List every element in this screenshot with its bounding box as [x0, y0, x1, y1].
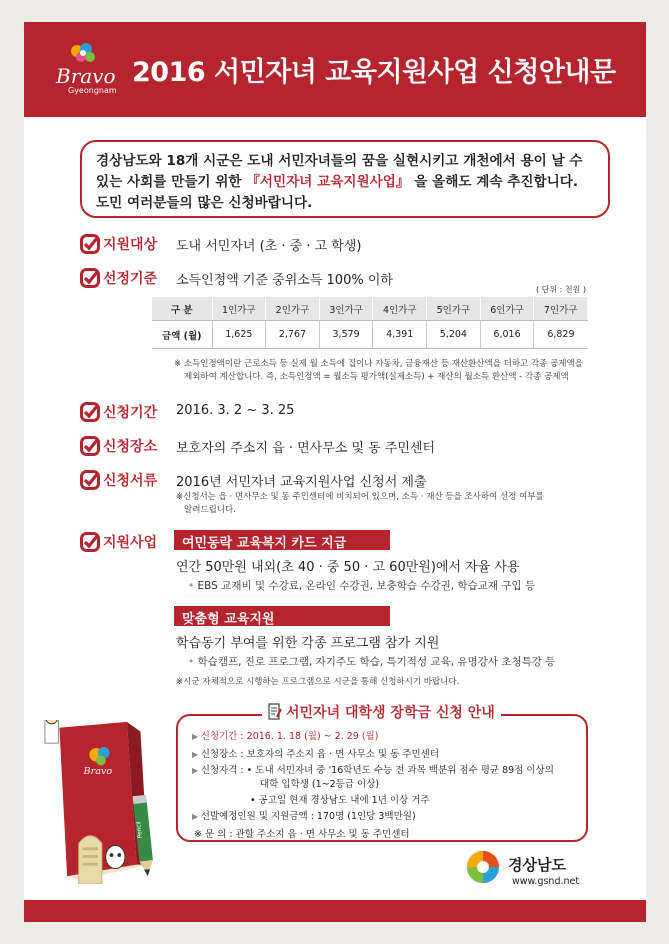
gyeongnam-logo-icon	[466, 850, 500, 884]
section-label: 지원사업	[103, 535, 158, 551]
check-icon	[80, 402, 100, 422]
section-text: 보호자의 주소지 읍 · 면사무소 및 동 주민센터	[176, 441, 436, 456]
table-cell: 3,579	[319, 321, 373, 349]
flyer-page	[24, 22, 646, 922]
check-icon	[80, 532, 100, 552]
program-2-sub	[188, 654, 555, 669]
check-icon	[80, 234, 100, 254]
table-header-cell: 5인가구	[427, 297, 481, 321]
section-text: 소득인정액 기준 중위소득 100% 이하	[176, 273, 393, 288]
pencil-label: Pencil	[136, 820, 144, 839]
triangle-bullet-icon: ▶	[192, 766, 201, 775]
table-unit: ( 단위 : 천원 )	[536, 285, 587, 294]
scholarship-count-text: 선발예정인원 및 지원금액 : 170명 (1인당 3백만원)	[200, 811, 416, 822]
book-logo-text: Bravo	[83, 766, 113, 778]
table-header-cell: 구 분	[152, 297, 212, 321]
table-cell: 2,767	[266, 321, 320, 349]
check-icon	[80, 268, 100, 288]
bullet-icon: •	[188, 580, 198, 592]
header-banner	[24, 22, 646, 117]
intro-line-2	[96, 172, 594, 193]
memo-icon	[268, 703, 282, 721]
income-note	[174, 358, 583, 384]
section-label: 선정기준	[103, 271, 158, 287]
scholarship-period	[192, 728, 378, 742]
table-cell: 4,391	[373, 321, 427, 349]
scholarship-qual-1-text: 신청자격 : • 도내 서민자녀 중 '16학년도 수능 전 과목 백분위 점수 평균 89점 이상의	[200, 765, 554, 776]
logo-text: Bravo	[56, 64, 116, 88]
section-label: 신청기간	[103, 405, 158, 421]
docs-note	[176, 491, 544, 517]
book-illustration	[38, 720, 158, 884]
program-name-highlight: 『서민자녀 교육지원사업』	[246, 174, 410, 190]
scholarship-qual-3: • 공고일 현재 경상남도 내에 1년 이상 거주	[250, 795, 430, 806]
bravo-gyeongnam-logo	[54, 40, 120, 102]
income-table	[152, 296, 588, 349]
section-label: 신청장소	[103, 439, 158, 455]
table-header-cell: 7인가구	[534, 297, 588, 321]
program-1-sub-text: EBS 교재비 및 수강료, 온라인 수강권, 보충학습 수강권, 학습교재 구입 등	[197, 580, 536, 592]
table-row-label: 금액 (월)	[152, 321, 212, 349]
scholarship-period-text: 신청기간 : 2016. 1. 18 (월) ~ 2. 29 (월)	[200, 731, 379, 742]
intro-line-3: 도민 여러분들의 많은 신청바랍니다.	[96, 195, 313, 211]
scholarship-title-wrap	[262, 702, 501, 726]
table-cell: 5,204	[427, 321, 481, 349]
scholarship-count	[192, 808, 416, 822]
section-text: 도내 서민자녀 (초 · 중 · 고 학생)	[176, 239, 362, 254]
table-cell: 6,016	[480, 321, 534, 349]
scholarship-qual-1	[192, 762, 554, 776]
page-title: 2016 서민자녀 교육지원사업 신청안내문	[132, 57, 616, 88]
section-label: 신청서류	[103, 473, 158, 489]
table-header-cell: 3인가구	[319, 297, 373, 321]
table-header-cell: 4인가구	[373, 297, 427, 321]
triangle-bullet-icon: ▶	[192, 812, 201, 821]
program-1-bar: 여민동락 교육복지 카드 지급	[174, 530, 390, 550]
income-note-line-1: ※ 소득인정액이란 근로소득 등 실제 월 소득에 집이나 자동차, 금융재산 등 재산환산액을 더하고 각종 공제액을	[174, 359, 583, 369]
intro-line-2-pre: 있는 사회를 만들기 위한	[96, 174, 247, 190]
intro-box	[80, 140, 610, 218]
section-text: 2016. 3. 2 ~ 3. 25	[176, 403, 295, 418]
table-header-cell: 2인가구	[266, 297, 320, 321]
intro-line-2-post: 을 올해도 계속 추진합니다.	[409, 174, 579, 190]
table-header-cell: 6인가구	[480, 297, 534, 321]
footer-bar	[24, 900, 646, 922]
scholarship-place-text: 신청장소 : 보호자의 주소지 읍 · 면 사무소 및 동 주민센터	[200, 749, 440, 760]
intro-line-1: 경상남도와 18개 시군은 도내 서민자녀들의 꿈을 실현시키고 개천에서 용이 날 수	[96, 153, 583, 169]
program-2-bar: 맞춤형 교육지원	[174, 606, 390, 626]
program-2-line: 학습동기 부여를 위한 각종 프로그램 참가 지원	[176, 636, 440, 651]
check-icon	[80, 436, 100, 456]
table-header-cell: 1인가구	[212, 297, 266, 321]
section-label: 지원대상	[103, 237, 158, 253]
scholarship-contact: ※ 문 의 : 관할 주소지 읍 · 면 사무소 및 동 주민센터	[194, 829, 410, 840]
scholarship-place	[192, 746, 439, 760]
bullet-icon: •	[188, 656, 198, 668]
program-2-note: ※시군 자체적으로 시행하는 프로그램으로 시군을 통해 신청하시기 바랍니다.	[176, 677, 460, 687]
triangle-bullet-icon: ▶	[192, 732, 201, 741]
section-text: 2016년 서민자녀 교육지원사업 신청서 제출	[176, 475, 427, 490]
brand-name: 경상남도	[508, 856, 566, 874]
triangle-bullet-icon: ▶	[192, 750, 201, 759]
scholarship-title	[268, 702, 495, 722]
table-header-row	[152, 297, 588, 321]
table-row	[152, 321, 588, 349]
scholarship-title-text: 서민자녀 대학생 장학금 신청 안내	[286, 705, 495, 721]
docs-note-line-2: 알려드립니다.	[184, 505, 236, 515]
income-note-line-2: 제외하여 계산합니다. 즉, 소득인정액 = 월소득 평가액(실제소득) + 재산의 월소득 환산액 - 각종 공제액	[184, 372, 569, 382]
table-cell: 6,829	[534, 321, 588, 349]
flower-logo-icon	[68, 42, 98, 66]
check-icon	[80, 470, 100, 490]
logo-subtext: Gyeongnam	[68, 86, 117, 95]
docs-note-line-1: ※신청서는 읍 · 면사무소 및 동 주민센터에 비치되어 있으며, 소득 · 재산 등을 조사하여 선정 여부를	[176, 492, 544, 502]
program-2-sub-text: 학습캠프, 진로 프로그램, 자기주도 학습, 특기적성 교육, 유명강사 초청특강 등	[197, 656, 556, 668]
brand-url: www.gsnd.net	[512, 876, 580, 887]
program-1-line: 연간 50만원 내외(초 40 · 중 50 · 고 60만원)에서 자율 사용	[176, 560, 520, 575]
table-cell: 1,625	[212, 321, 266, 349]
scholarship-qual-2: 대학 입학생 (1~2등급 이상)	[260, 779, 380, 790]
program-1-sub	[188, 578, 535, 593]
